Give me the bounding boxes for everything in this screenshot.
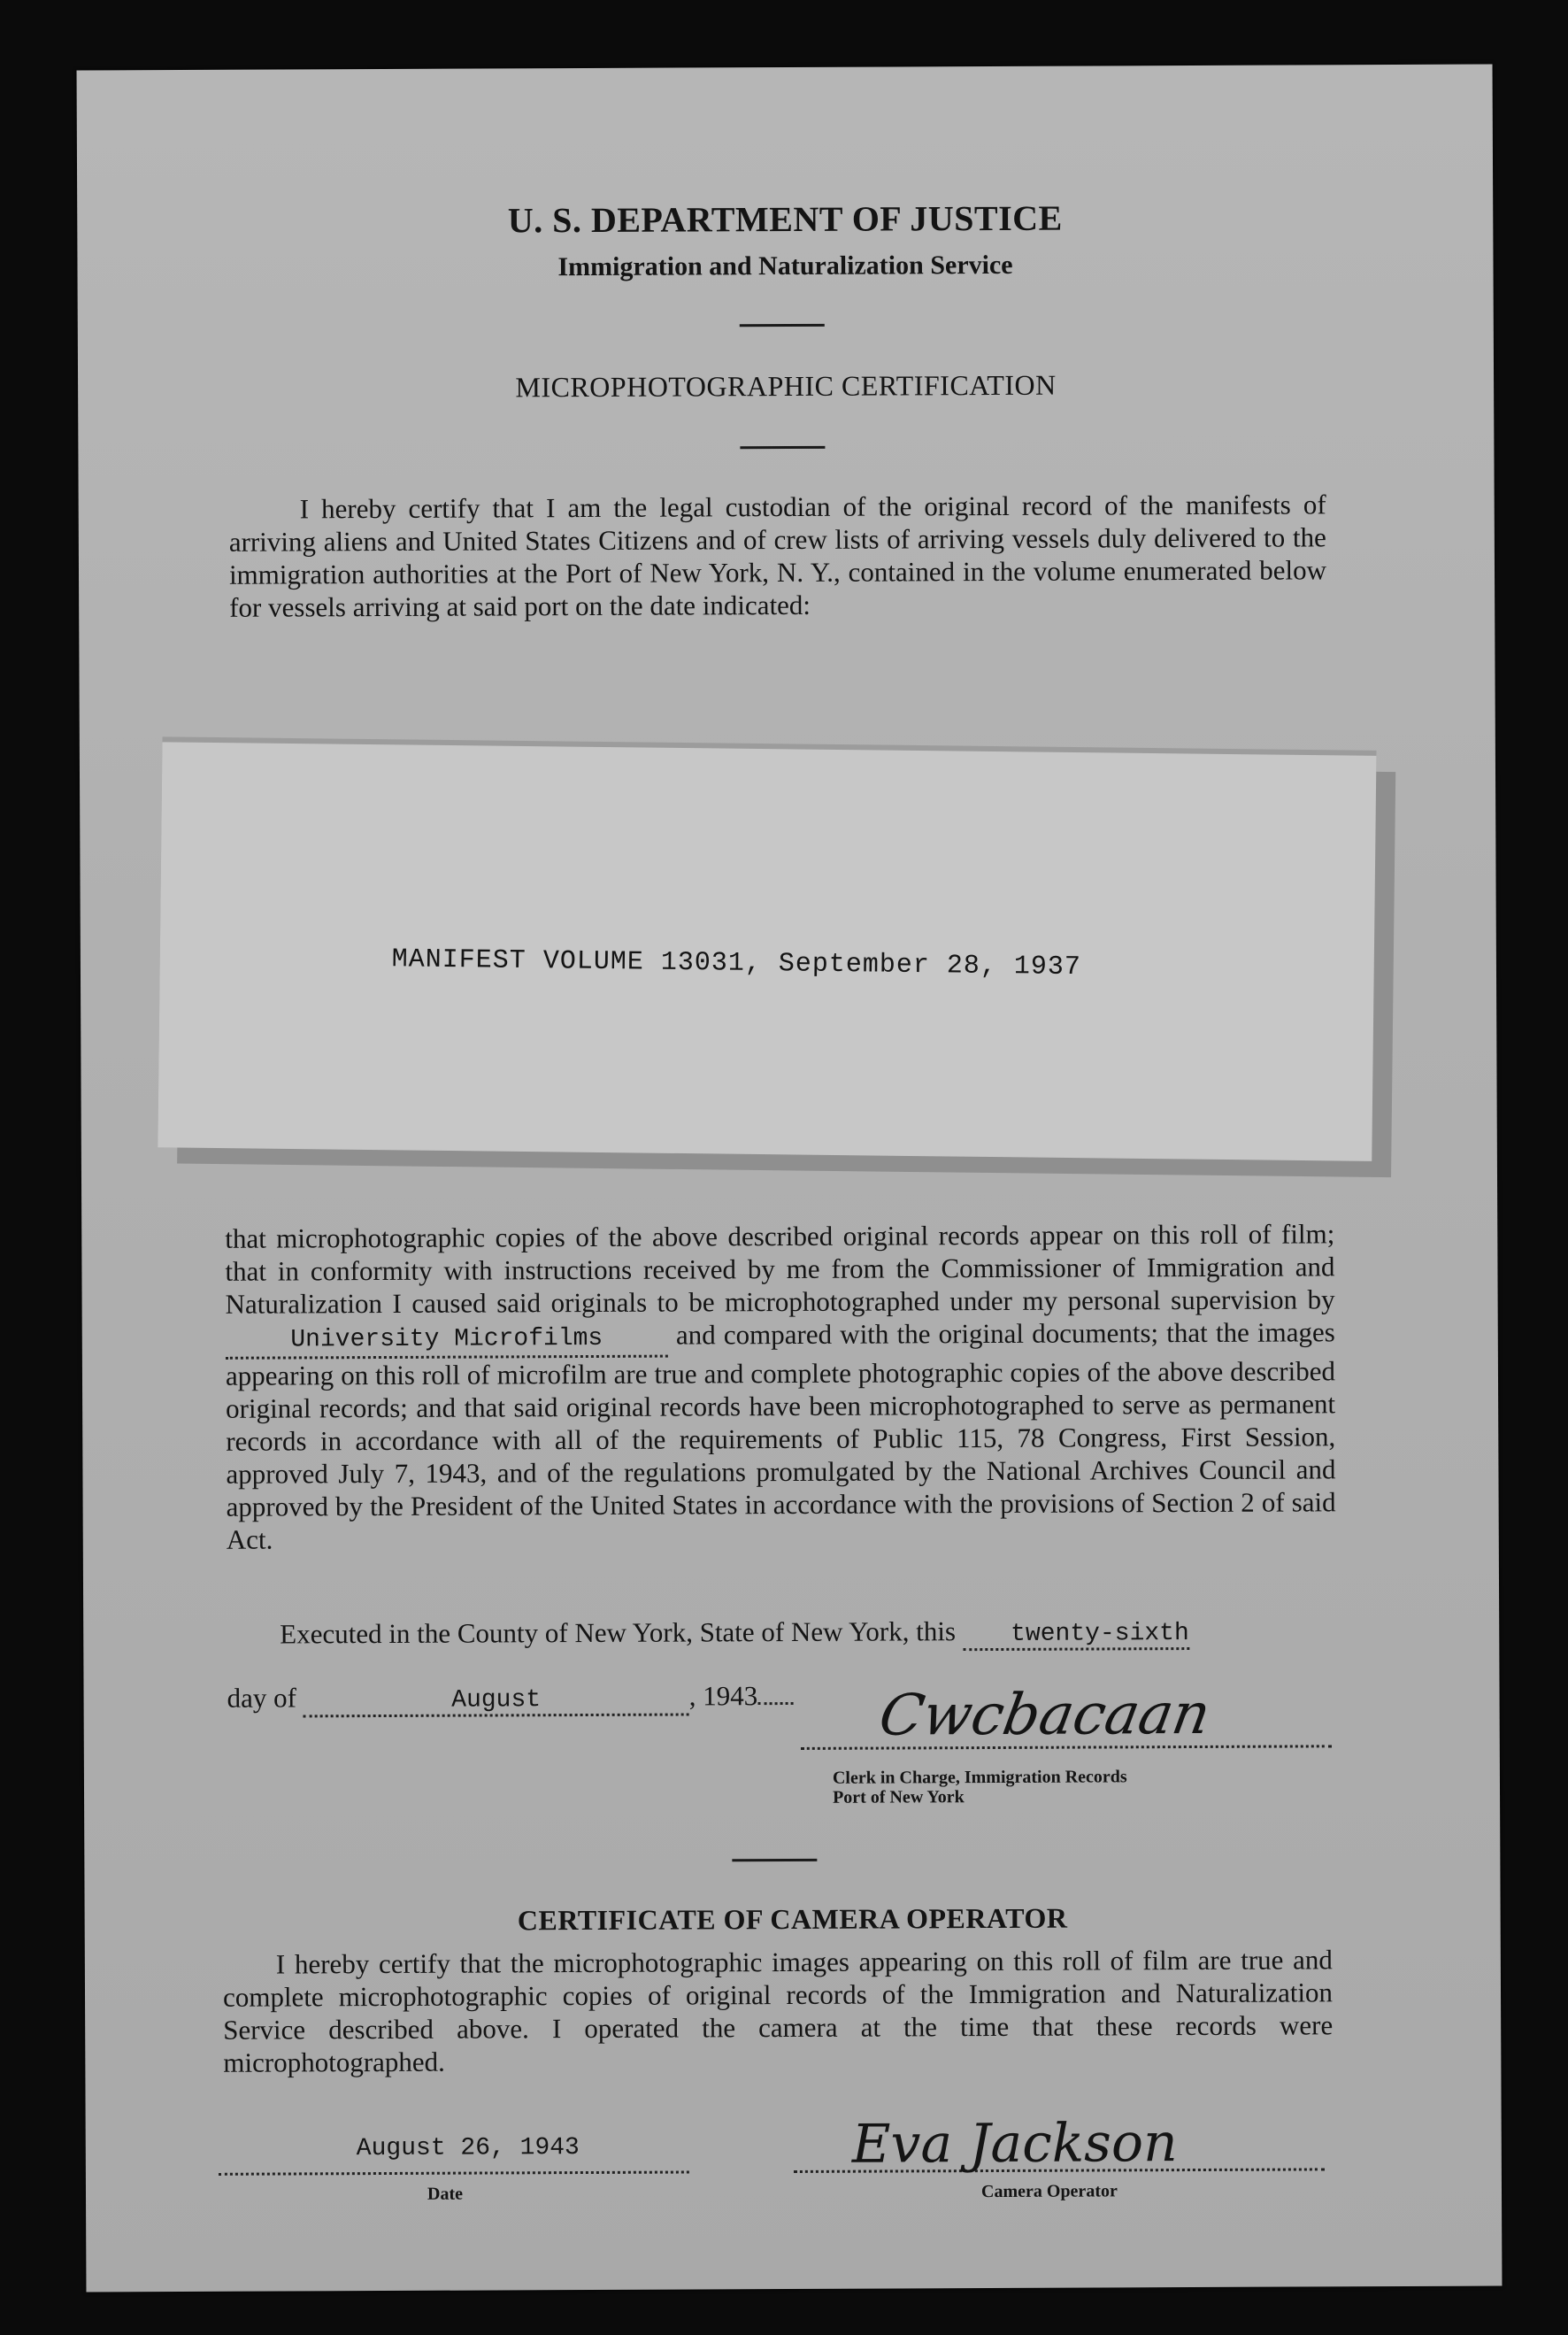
clerk-title [833, 1767, 1127, 1807]
year-dots [757, 1702, 793, 1705]
year-text: , 1943 [688, 1680, 758, 1712]
day-of-line [227, 1680, 793, 1718]
executed-day-field: twenty-sixth [963, 1620, 1189, 1651]
body-text-end: and compared with the original documents; that the images appearing on this roll of microfilm are true and complete photographic copies of the above described original records; and that said original records have been microphotographed to serve as permanent records in accordance with all of the requirements of Public 115, 78 Congress, First Session, approved July 7, 1943, and of the regulations promulgated by the National Archives Council and approved by the President of the United States in accordance with the provisions of Section 2 of said Act. [225, 1316, 1336, 1555]
clerk-signature-line [801, 1681, 1332, 1750]
executed-prefix: Executed in the County of New York, State of New York, this [280, 1615, 957, 1650]
department-heading: U. S. DEPARTMENT OF JUSTICE [507, 197, 1063, 241]
body-paragraph [225, 1217, 1336, 1555]
executed-line [280, 1614, 1189, 1653]
day-of-label: day of [227, 1682, 296, 1714]
body-text-start: that microphotographic copies of the above described original records appear on this roll of film; that in conformity with instructions received by me from the Commissioner of Immigration and Naturalization I caused said originals to be microphotographed under my personal supervision by [225, 1218, 1335, 1320]
date-value: August 26, 1943 [356, 2134, 580, 2163]
certificate-sheet [77, 65, 1503, 2293]
month-field: August [304, 1686, 689, 1718]
clerk-signature: Cwcbacaan [874, 1681, 1216, 1749]
volume-slip [158, 742, 1376, 1161]
camera-certificate-title: CERTIFICATE OF CAMERA OPERATOR [517, 1901, 1068, 1937]
supervisor-field: University Microfilms [226, 1322, 668, 1360]
date-label: Date [427, 2184, 464, 2204]
divider [732, 1859, 817, 1861]
clerk-title-line2: Port of New York [833, 1787, 965, 1807]
intro-paragraph: I hereby certify that I am the legal custodian of the original record of the manifests of arriving aliens and United States Citizens and of crew lists of arriving vessels duly delivered to the immigration authorities at the Port of New York, N. Y., contained in the volume enumerated below for vessels arriving at said port on the date indicated: [228, 489, 1327, 623]
operator-signature: Eva Jackson [851, 2112, 1178, 2176]
volume-slip-text: MANIFEST VOLUME 13031, September 28, 1937 [391, 944, 1082, 983]
date-line [219, 2131, 689, 2176]
operator-signature-line [794, 2112, 1325, 2176]
divider [740, 324, 825, 327]
certification-title: MICROPHOTOGRAPHIC CERTIFICATION [515, 368, 1057, 404]
operator-label: Camera Operator [980, 2181, 1118, 2202]
divider [740, 446, 825, 449]
clerk-title-line1: Clerk in Charge, Immigration Records [832, 1767, 1127, 1788]
camera-paragraph: I hereby certify that the microphotographic images appearing on this roll of film are true and complete microphotographic copies of original records of the Immigration and Naturalization Service described above. I operated the camera at the time that these records were microphotographed. [222, 1944, 1334, 2078]
service-subheading: Immigration and Naturalization Service [557, 250, 1013, 282]
